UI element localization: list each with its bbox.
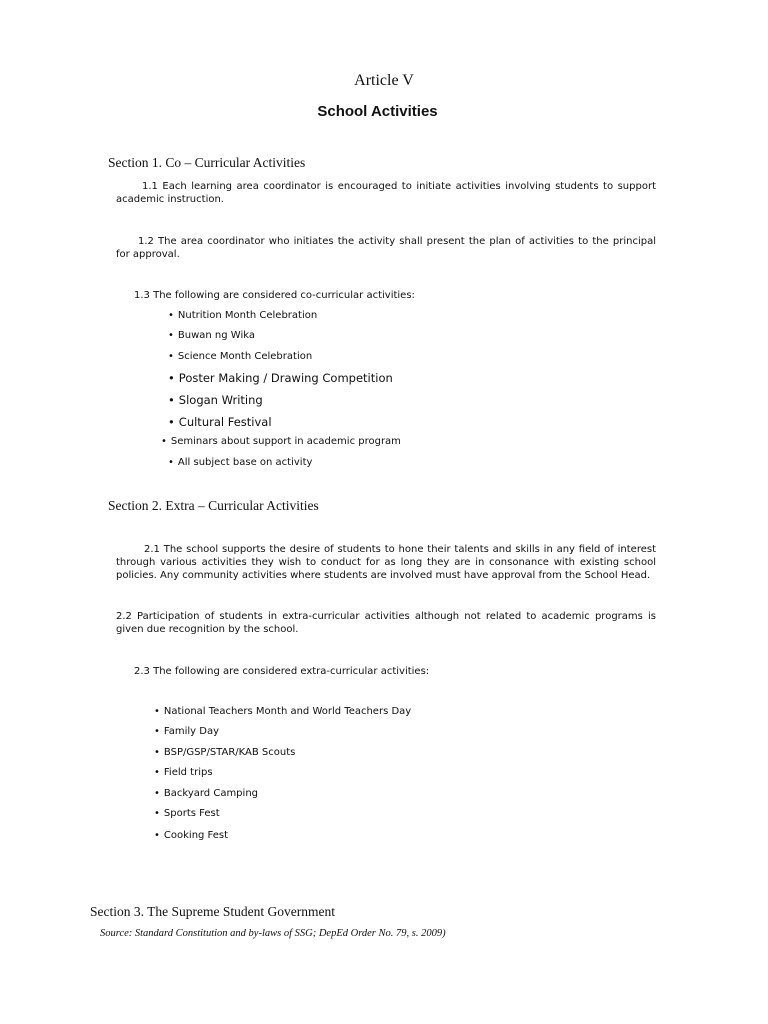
bullet-icon: • (154, 747, 160, 758)
list-item: • BSP/GSP/STAR/KAB Scouts (154, 747, 296, 758)
list-item: • Slogan Writing (168, 393, 263, 407)
bullet-icon: • (154, 788, 160, 799)
section-1-heading: Section 1. Co – Curricular Activities (108, 155, 306, 170)
bullet-icon: • (168, 330, 174, 341)
section-3-heading: Section 3. The Supreme Student Government (90, 904, 335, 919)
paragraph-2-2: 2.2 Participation of students in extra-curricular activities although not related to academic programs is given due recognition by the school. (116, 611, 656, 635)
list-item: • All subject base on activity (168, 457, 313, 468)
list-item: • Seminars about support in academic program (161, 436, 401, 447)
page-title: School Activities (317, 103, 438, 120)
list-item: • Cooking Fest (154, 830, 229, 841)
list-item: • Poster Making / Drawing Competition (168, 371, 393, 385)
section-2-heading: Section 2. Extra – Curricular Activities (108, 498, 319, 513)
bullet-icon: • (161, 436, 167, 447)
bullet-icon: • (154, 808, 160, 819)
article-label: Article V (354, 72, 414, 89)
list-item: • Nutrition Month Celebration (168, 310, 318, 321)
bullet-icon: • (168, 393, 175, 407)
list-item: • Sports Fest (154, 808, 220, 819)
bullet-icon: • (168, 371, 175, 385)
list-item: • Backyard Camping (154, 788, 258, 799)
paragraph-2-1: 2.1 The school supports the desire of students to hone their talents and skills in any field of interest through various activities they wish to conduct for as long they are in consonance with existing school policies. Any community activities where students are involved must have approval from the School Head. (116, 544, 656, 581)
list-item: • Cultural Festival (168, 415, 272, 429)
bullet-icon: • (168, 457, 174, 468)
paragraph-1-1: 1.1 Each learning area coordinator is encouraged to initiate activities involving students to support academic instruction. (116, 181, 656, 205)
bullet-icon: • (168, 415, 175, 429)
list-item: • Buwan ng Wika (168, 330, 255, 341)
bullet-icon: • (154, 830, 160, 841)
bullet-icon: • (154, 726, 160, 737)
paragraph-1-3: 1.3 The following are considered co-curricular activities: (134, 290, 415, 301)
paragraph-2-3: 2.3 The following are considered extra-curricular activities: (134, 666, 430, 677)
bullet-icon: • (154, 706, 160, 717)
source-citation: Source: Standard Constitution and by-laws of SSG; DepEd Order No. 79, s. 2009) (100, 928, 446, 939)
list-item: • Science Month Celebration (168, 351, 313, 362)
paragraph-1-2: 1.2 The area coordinator who initiates the activity shall present the plan of activities to the principal for approval. (116, 236, 656, 260)
bullet-icon: • (168, 351, 174, 362)
bullet-icon: • (154, 767, 160, 778)
bullet-icon: • (168, 310, 174, 321)
list-item: • Family Day (154, 726, 220, 737)
list-item: • National Teachers Month and World Teachers Day (154, 706, 412, 717)
list-item: • Field trips (154, 767, 213, 778)
